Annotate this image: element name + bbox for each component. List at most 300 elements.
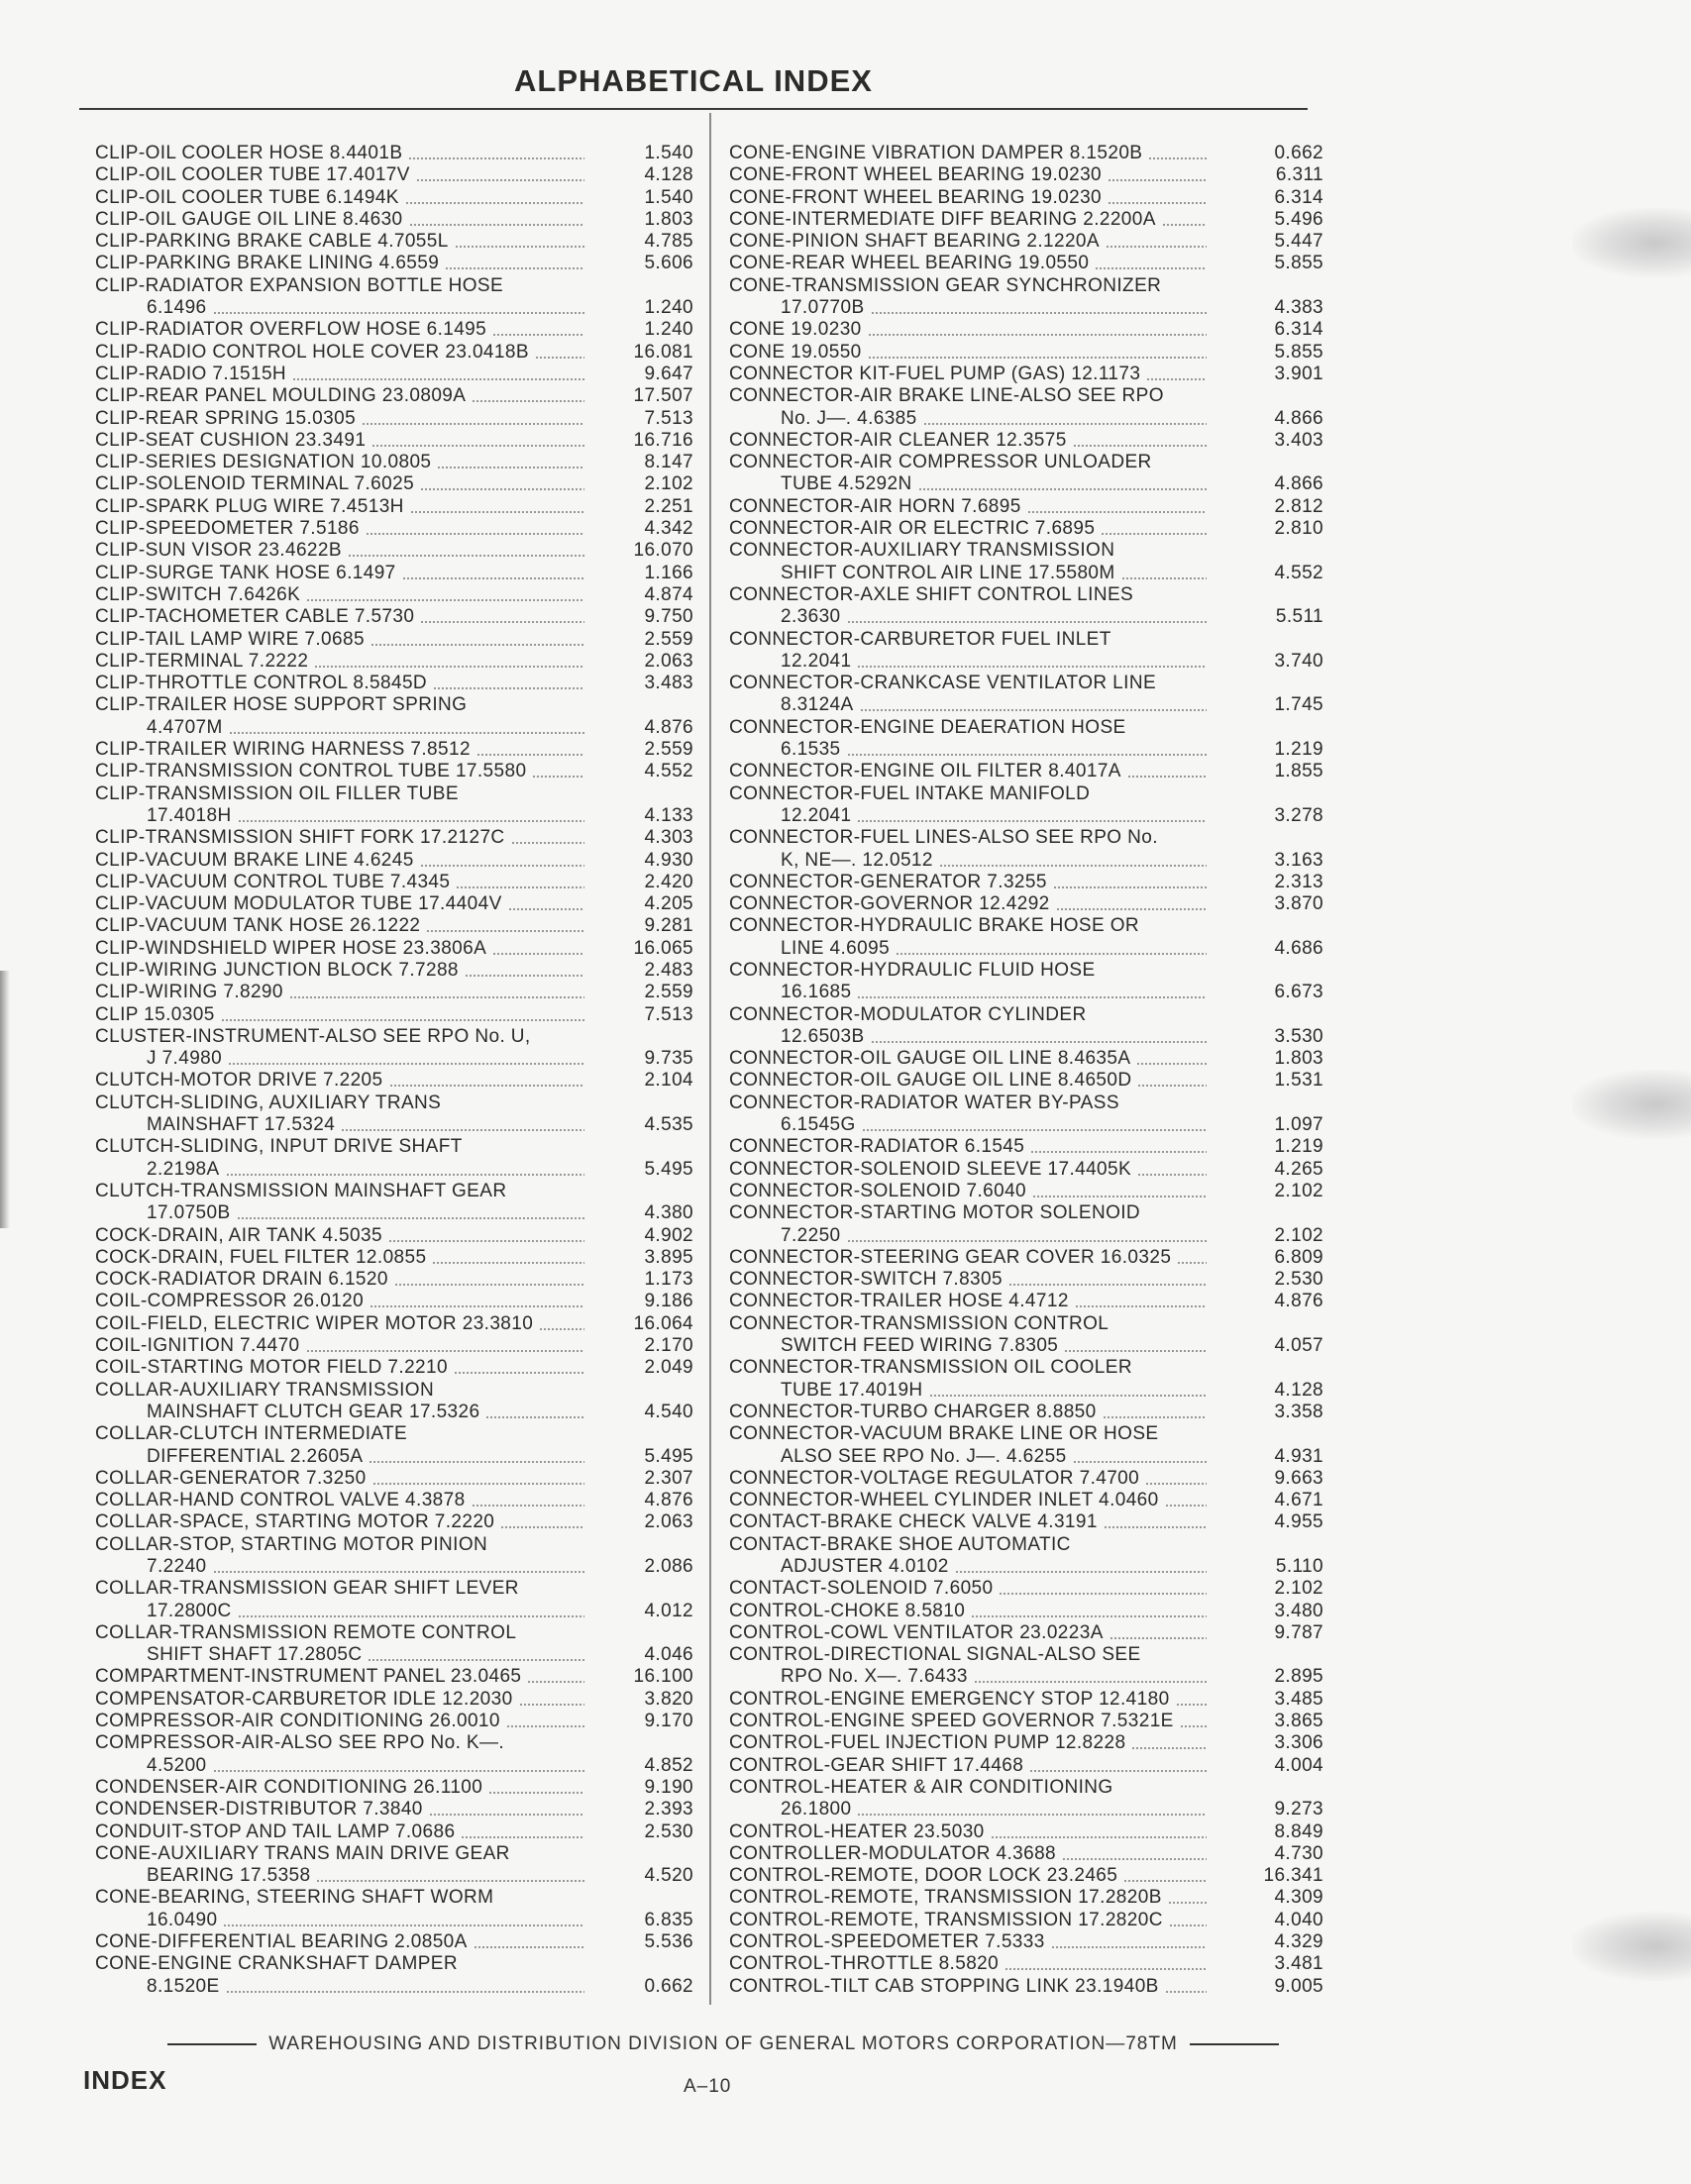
entry-text: CONNECTOR-GOVERNOR 12.4292 (729, 893, 1050, 915)
index-entry (729, 209, 1323, 231)
leader-dots (991, 1836, 1207, 1838)
index-entry (729, 1755, 1323, 1777)
index-entry (729, 319, 1323, 341)
entry-text: CONTROL-GEAR SHIFT 17.4468 (729, 1754, 1024, 1776)
leader-dots (472, 1505, 584, 1507)
leader-dots (1110, 1637, 1207, 1639)
index-entry (95, 385, 693, 407)
page-number: A–10 (684, 2076, 732, 2097)
entry-text: 17.2800C (147, 1600, 232, 1621)
page-reference: 1.219 (1274, 1136, 1323, 1158)
entry-text: CLUTCH-TRANSMISSION MAINSHAFT GEAR (95, 1180, 507, 1201)
page-reference: 3.530 (1274, 1025, 1323, 1047)
entry-text: 8.1520E (147, 1975, 220, 1997)
leader-dots (437, 467, 584, 468)
leader-dots (1030, 1151, 1207, 1153)
page-reference: 2.420 (644, 871, 693, 892)
entry-text: CONNECTOR-VOLTAGE REGULATOR 7.4700 (729, 1467, 1140, 1489)
leader-dots (1073, 1461, 1207, 1463)
leader-dots (368, 1659, 584, 1661)
entry-text: CONE-INTERMEDIATE DIFF BEARING 2.2200A (729, 208, 1156, 230)
leader-dots (488, 1792, 584, 1794)
index-entry (95, 1689, 693, 1711)
page-reference: 9.190 (644, 1776, 693, 1798)
index-entry (729, 982, 1323, 1003)
entry-text: 6.1496 (147, 297, 207, 319)
index-entry (729, 518, 1323, 540)
leader-dots (955, 1571, 1207, 1573)
entry-text: RPO No. X—. 7.6433 (781, 1666, 968, 1688)
entry-text: 2.3630 (781, 606, 841, 628)
entry-text: CONTROL-FUEL INJECTION PUMP 12.8228 (729, 1732, 1126, 1754)
page-reference: 5.511 (1275, 606, 1323, 628)
index-entry (729, 1114, 1323, 1136)
index-entry (95, 1534, 693, 1556)
page-reference: 1.803 (644, 208, 693, 230)
leader-dots (420, 488, 584, 490)
page-reference: 4.329 (1274, 1931, 1323, 1953)
index-entry (95, 518, 693, 540)
entry-text: CONNECTOR-VACUUM BRAKE LINE OR HOSE (729, 1423, 1159, 1445)
entry-text: COMPENSATOR-CARBURETOR IDLE 12.2030 (95, 1688, 513, 1710)
index-entry (95, 1843, 693, 1865)
entry-text: CONDUIT-STOP AND TAIL LAMP 7.0686 (95, 1820, 456, 1842)
entry-text: CONE-DIFFERENTIAL BEARING 2.0850A (95, 1931, 468, 1953)
leader-dots (1064, 1350, 1207, 1352)
index-entry (729, 1247, 1323, 1269)
entry-text: CLIP-REAR PANEL MOULDING 23.0809A (95, 385, 467, 407)
index-entry (95, 187, 693, 209)
index-entry (95, 1777, 693, 1799)
page-reference: 9.170 (644, 1711, 693, 1732)
page-reference: 3.358 (1274, 1401, 1323, 1422)
page-title: ALPHABETICAL INDEX (514, 63, 873, 98)
entry-text: MAINSHAFT CLUTCH GEAR 17.5326 (147, 1401, 480, 1422)
leader-dots (1075, 1305, 1207, 1307)
index-entry (729, 1821, 1323, 1843)
leader-dots (1165, 1505, 1207, 1507)
leader-dots (1073, 445, 1207, 447)
entry-text: COIL-IGNITION 7.4470 (95, 1335, 300, 1357)
index-entry (729, 1644, 1323, 1666)
leader-dots (213, 312, 584, 314)
index-entry (95, 540, 693, 562)
page-reference: 0.662 (1274, 143, 1323, 163)
page-reference: 4.046 (644, 1644, 693, 1666)
entry-text: CLIP-TRANSMISSION SHIFT FORK 17.2127C (95, 827, 505, 849)
index-entry (729, 1799, 1323, 1820)
page-reference: 4.876 (644, 716, 693, 738)
leader-dots (1027, 511, 1207, 513)
scan-edge-mark (0, 971, 10, 1228)
entry-text: CLIP-SPEEDOMETER 7.5186 (95, 518, 360, 540)
entry-text: CONNECTOR-SOLENOID 7.6040 (729, 1180, 1027, 1201)
page-reference: 2.063 (644, 650, 693, 672)
page-reference: 3.865 (1274, 1711, 1323, 1732)
index-entry (729, 1136, 1323, 1158)
index-entry (95, 430, 693, 452)
index-entry (95, 143, 693, 164)
entry-text: 4.5200 (147, 1754, 207, 1776)
index-entry (729, 629, 1323, 651)
page-reference: 4.876 (1274, 1291, 1323, 1312)
entry-text: CLUTCH-SLIDING, INPUT DRIVE SHAFT (95, 1136, 463, 1158)
leader-dots (366, 533, 584, 535)
entry-text: CLUTCH-MOTOR DRIVE 7.2205 (95, 1070, 383, 1092)
leader-dots (1148, 157, 1207, 159)
entry-text: CONNECTOR-AIR COMPRESSOR UNLOADER (729, 452, 1152, 473)
entry-text: COIL-FIELD, ELECTRIC WIPER MOTOR 23.3810 (95, 1312, 534, 1334)
entry-text: CONTACT-BRAKE CHECK VALVE 4.3191 (729, 1511, 1098, 1533)
index-entry (95, 1976, 693, 1998)
index-entry (95, 694, 693, 716)
page-reference: 16.070 (633, 540, 693, 562)
leader-dots (370, 1305, 584, 1307)
leader-dots (372, 1483, 584, 1485)
entry-text: CONTROL-TILT CAB STOPPING LINK 23.1940B (729, 1975, 1159, 1997)
entry-text: COIL-STARTING MOTOR FIELD 7.2210 (95, 1357, 448, 1379)
page-reference: 16.081 (633, 341, 693, 363)
page-reference: 9.273 (1274, 1799, 1323, 1820)
index-entry (95, 1181, 693, 1202)
index-entry (729, 761, 1323, 782)
index-entry (95, 1048, 693, 1070)
leader-dots (492, 953, 584, 955)
leader-dots (292, 378, 584, 380)
page-reference: 17.507 (633, 385, 693, 407)
leader-dots (1165, 1991, 1207, 1993)
entry-text: CLIP-OIL COOLER TUBE 17.4017V (95, 164, 410, 186)
index-entry (729, 1910, 1323, 1931)
entry-text: CONNECTOR-STEERING GEAR COVER 16.0325 (729, 1246, 1172, 1268)
leader-dots (532, 776, 584, 778)
leader-dots (868, 334, 1207, 336)
entry-text: CONTACT-SOLENOID 7.6050 (729, 1578, 994, 1600)
leader-dots (1104, 1526, 1207, 1528)
page-reference: 5.855 (1274, 341, 1323, 363)
index-column-right (729, 143, 1323, 1998)
leader-dots (862, 1129, 1207, 1131)
index-entry (95, 319, 693, 341)
index-entry (729, 1601, 1323, 1622)
leader-dots (857, 1814, 1207, 1816)
leader-dots (1176, 1704, 1207, 1706)
leader-dots (1137, 1174, 1207, 1176)
entry-text: CONNECTOR-TURBO CHARGER 8.8850 (729, 1401, 1097, 1422)
index-entry (729, 850, 1323, 872)
leader-dots (871, 312, 1207, 314)
page-reference: 1.097 (1274, 1114, 1323, 1136)
entry-text: CLIP-TAIL LAMP WIRE 7.0685 (95, 628, 365, 650)
index-entry (95, 893, 693, 915)
page-reference: 9.186 (644, 1291, 693, 1312)
entry-text: CONTROL-REMOTE, TRANSMISSION 17.2820C (729, 1909, 1163, 1930)
index-entry (95, 960, 693, 982)
index-entry (95, 1490, 693, 1511)
page-reference: 2.102 (1274, 1180, 1323, 1201)
index-entry (729, 1578, 1323, 1600)
index-entry (729, 253, 1323, 274)
entry-text: CLIP-TRAILER HOSE SUPPORT SPRING (95, 694, 468, 716)
entry-text: CONNECTOR-AIR OR ELECTRIC 7.6895 (729, 518, 1096, 540)
index-entry (729, 673, 1323, 694)
page-reference: 6.835 (644, 1909, 693, 1930)
index-entry (729, 364, 1323, 385)
index-entry (95, 1578, 693, 1600)
leader-dots (485, 1416, 584, 1418)
entry-text: CLIP 15.0305 (95, 1003, 215, 1025)
leader-dots (1053, 886, 1207, 888)
entry-text: CLIP-TRANSMISSION OIL FILLER TUBE (95, 782, 459, 804)
index-entry (95, 872, 693, 893)
leader-dots (362, 423, 584, 425)
page-reference: 2.102 (644, 473, 693, 495)
index-entry (729, 1048, 1323, 1070)
page-reference: 3.870 (1274, 893, 1323, 915)
leader-dots (229, 732, 584, 734)
page-reference: 4.730 (1274, 1842, 1323, 1864)
entry-text: CONTROL-HEATER & AIR CONDITIONING (729, 1776, 1113, 1798)
index-entry (729, 651, 1323, 673)
entry-text: No. J—. 4.6385 (781, 407, 917, 429)
entry-text: CONNECTOR-SWITCH 7.8305 (729, 1269, 1003, 1291)
entry-text: ALSO SEE RPO No. J—. 4.6255 (781, 1445, 1067, 1467)
entry-text: CONTACT-BRAKE SHOE AUTOMATIC (729, 1533, 1071, 1555)
index-entry (95, 1423, 693, 1445)
entry-text: COIL-COMPRESSOR 26.0120 (95, 1291, 365, 1312)
index-entry (95, 275, 693, 297)
entry-text: COMPRESSOR-AIR CONDITIONING 26.0010 (95, 1711, 500, 1732)
index-entry (95, 982, 693, 1003)
leader-dots (223, 1924, 584, 1926)
footer-text: WAREHOUSING AND DISTRIBUTION DIVISION OF GENERAL MOTORS CORPORATION—78TM (268, 2033, 1178, 2054)
leader-dots (1108, 202, 1207, 204)
binder-hole (1572, 1070, 1691, 1139)
page-reference: 4.040 (1274, 1909, 1323, 1930)
entry-text: CONNECTOR-WHEEL CYLINDER INLET 4.0460 (729, 1490, 1159, 1511)
index-entry (95, 629, 693, 651)
entry-text: CONTROL-DIRECTIONAL SIGNAL-ALSO SEE (729, 1644, 1141, 1666)
index-entry (729, 1092, 1323, 1114)
index-entry (95, 1556, 693, 1578)
entry-text: CONTROL-REMOTE, TRANSMISSION 17.2820B (729, 1887, 1162, 1909)
entry-text: CONNECTOR-OIL GAUGE OIL LINE 8.4650D (729, 1070, 1132, 1092)
entry-text: CLUSTER-INSTRUMENT-ALSO SEE RPO No. U, (95, 1025, 531, 1047)
entry-text: CLIP-TERMINAL 7.2222 (95, 650, 309, 672)
index-entry (729, 717, 1323, 739)
page-reference: 3.306 (1274, 1732, 1323, 1754)
page-reference: 2.810 (1274, 518, 1323, 540)
page-reference: 4.383 (1274, 297, 1323, 319)
page-reference: 2.483 (644, 959, 693, 981)
leader-dots (445, 267, 584, 269)
page-reference: 3.483 (644, 673, 693, 694)
page-reference: 6.809 (1274, 1246, 1323, 1268)
leader-dots (1136, 1063, 1207, 1065)
index-entry (729, 694, 1323, 716)
page-reference: 4.671 (1274, 1490, 1323, 1511)
entry-text: CONNECTOR-TRANSMISSION OIL COOLER (729, 1357, 1132, 1379)
leader-dots (420, 621, 584, 623)
leader-dots (974, 1681, 1207, 1683)
page-reference: 5.496 (1274, 208, 1323, 230)
page-reference: 1.173 (644, 1269, 693, 1291)
leader-dots (1123, 1880, 1207, 1882)
entry-text: CLIP-TACHOMETER CABLE 7.5730 (95, 606, 415, 628)
leader-dots (474, 1946, 584, 1948)
page-reference: 4.852 (644, 1754, 693, 1776)
index-entry (95, 1931, 693, 1953)
index-entry (729, 1225, 1323, 1247)
page-reference: 1.803 (1274, 1048, 1323, 1070)
page-reference: 3.163 (1274, 849, 1323, 871)
index-entry (729, 1181, 1323, 1202)
index-entry (95, 827, 693, 849)
entry-text: CLIP-SOLENOID TERMINAL 7.6025 (95, 473, 415, 495)
index-entry (95, 1953, 693, 1975)
leader-dots (1106, 246, 1207, 248)
index-entry (95, 739, 693, 761)
index-entry (729, 1556, 1323, 1578)
leader-dots (465, 975, 584, 977)
page-reference: 2.530 (644, 1820, 693, 1842)
index-entry (729, 1953, 1323, 1975)
page-reference: 4.535 (644, 1114, 693, 1136)
index-entry (95, 1910, 693, 1931)
index-entry (729, 452, 1323, 473)
entry-text: 2.2198A (147, 1158, 220, 1180)
index-entry (729, 1887, 1323, 1909)
page-reference: 4.930 (644, 849, 693, 871)
leader-dots (896, 953, 1207, 955)
entry-text: BEARING 17.5358 (147, 1865, 311, 1887)
page-reference: 2.049 (644, 1357, 693, 1379)
entry-text: COLLAR-HAND CONTROL VALVE 4.3878 (95, 1490, 466, 1511)
entry-text: CONNECTOR-HYDRAULIC BRAKE HOSE OR (729, 915, 1140, 937)
index-entry (729, 1070, 1323, 1092)
leader-dots (213, 1571, 584, 1573)
index-entry (95, 1468, 693, 1490)
page-reference: 4.128 (644, 164, 693, 186)
index-entry (729, 1423, 1323, 1445)
entry-text: CONTROL-COWL VENTILATOR 23.0223A (729, 1621, 1104, 1643)
index-entry (95, 850, 693, 872)
entry-text: DIFFERENTIAL 2.2605A (147, 1445, 364, 1467)
index-entry (95, 1114, 693, 1136)
leader-dots (238, 820, 584, 822)
page-reference: 4.520 (644, 1865, 693, 1887)
entry-text: CONE-ENGINE VIBRATION DAMPER 8.1520B (729, 143, 1143, 163)
page-reference: 2.393 (644, 1799, 693, 1820)
leader-dots (420, 865, 584, 867)
entry-text: 17.4018H (147, 804, 232, 826)
page-reference: 4.686 (1274, 937, 1323, 959)
index-entry (729, 563, 1323, 584)
leader-dots (1032, 1196, 1207, 1197)
page-reference: 2.530 (1274, 1269, 1323, 1291)
leader-dots (511, 842, 584, 844)
entry-text: CONNECTOR-CARBURETOR FUEL INLET (729, 628, 1111, 650)
index-entry (729, 297, 1323, 319)
page-reference: 9.647 (644, 363, 693, 384)
leader-dots (402, 577, 584, 579)
page-reference: 4.309 (1274, 1887, 1323, 1909)
leader-dots (394, 1284, 584, 1286)
index-entry (95, 783, 693, 805)
leader-dots (929, 1395, 1207, 1397)
entry-text: MAINSHAFT 17.5324 (147, 1114, 336, 1136)
entry-text: CONNECTOR-RADIATOR WATER BY-PASS (729, 1092, 1119, 1113)
entry-text: CONTROL-CHOKE 8.5810 (729, 1600, 966, 1621)
index-entry (729, 606, 1323, 628)
entry-text: CONTROL-SPEEDOMETER 7.5333 (729, 1931, 1045, 1953)
entry-text: J 7.4980 (147, 1048, 223, 1070)
page-reference: 3.820 (644, 1688, 693, 1710)
entry-text: CLIP-RADIO 7.1515H (95, 363, 287, 384)
index-entry (95, 1644, 693, 1666)
page-reference: 1.745 (1274, 694, 1323, 716)
leader-dots (426, 930, 584, 932)
index-entry (95, 1247, 693, 1269)
entry-text: CONE-AUXILIARY TRANS MAIN DRIVE GEAR (95, 1842, 510, 1864)
index-entry (95, 915, 693, 937)
index-entry (729, 496, 1323, 518)
index-entry (95, 1335, 693, 1357)
index-entry (729, 1534, 1323, 1556)
leader-dots (416, 179, 584, 181)
index-entry (95, 364, 693, 385)
entry-text: COLLAR-AUXILIARY TRANSMISSION (95, 1379, 435, 1401)
index-entry (729, 408, 1323, 430)
page-reference: 9.750 (644, 606, 693, 628)
page-reference: 1.540 (644, 186, 693, 208)
entry-text: CONNECTOR-AIR HORN 7.6895 (729, 495, 1021, 517)
leader-dots (237, 1217, 584, 1219)
page-reference: 5.536 (644, 1931, 693, 1953)
leader-dots (860, 709, 1207, 711)
entry-text: SHIFT SHAFT 17.2805C (147, 1644, 363, 1666)
entry-text: CONNECTOR-SOLENOID SLEEVE 17.4405K (729, 1158, 1132, 1180)
page-reference: 9.281 (644, 915, 693, 937)
entry-text: CONE-PINION SHAFT BEARING 2.1220A (729, 231, 1100, 253)
entry-text: COLLAR-TRANSMISSION REMOTE CONTROL (95, 1621, 517, 1643)
index-entry (95, 717, 693, 739)
leader-dots (918, 488, 1207, 490)
index-entry (95, 1711, 693, 1732)
entry-text: 6.1545G (781, 1114, 856, 1136)
page-reference: 2.251 (644, 495, 693, 517)
page-reference: 2.170 (644, 1335, 693, 1357)
entry-text: CLIP-TRANSMISSION CONTROL TUBE 17.5580 (95, 761, 527, 782)
leader-dots (306, 1350, 584, 1352)
index-entry (95, 673, 693, 694)
column-divider (709, 113, 711, 2005)
index-entry (729, 1202, 1323, 1224)
index-entry (729, 164, 1323, 186)
index-entry (729, 1622, 1323, 1644)
page-reference: 3.278 (1274, 804, 1323, 826)
leader-dots (939, 865, 1207, 867)
leader-dots (476, 754, 584, 756)
index-entry (729, 187, 1323, 209)
leader-dots (1169, 1924, 1207, 1926)
index-entry (729, 1865, 1323, 1887)
index-entry (95, 1313, 693, 1335)
entry-text: 17.0770B (781, 297, 865, 319)
leader-dots (1004, 1968, 1207, 1970)
leader-dots (868, 357, 1207, 359)
leader-dots (971, 1615, 1207, 1617)
